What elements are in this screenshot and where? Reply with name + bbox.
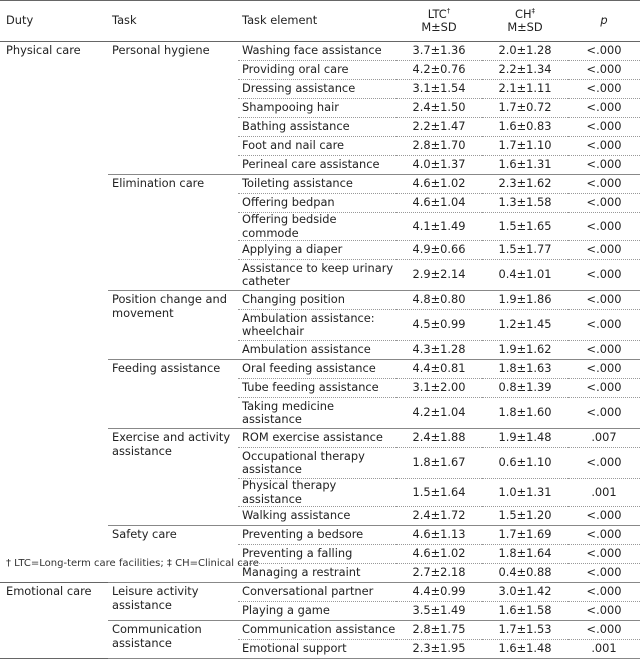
ltc-cell: 2.2±1.47 bbox=[396, 118, 482, 137]
element-cell: Conversational partner bbox=[238, 583, 396, 602]
p-cell: .007 bbox=[568, 429, 640, 448]
p-cell: <.000 bbox=[568, 583, 640, 602]
header-task-element: Task element bbox=[238, 1, 396, 42]
p-cell: <.000 bbox=[568, 175, 640, 194]
task-cell: Personal hygiene bbox=[108, 42, 238, 175]
header-ch: CH‡ M±SD bbox=[482, 1, 568, 42]
ltc-cell: 4.6±1.02 bbox=[396, 175, 482, 194]
ltc-cell: 1.5±1.64 bbox=[396, 479, 482, 507]
p-cell: <.000 bbox=[568, 61, 640, 80]
ltc-cell: 2.8±1.75 bbox=[396, 621, 482, 640]
task-cell: Position change and movement bbox=[108, 291, 238, 360]
ltc-cell: 4.8±0.80 bbox=[396, 291, 482, 310]
ch-cell: 1.7±0.72 bbox=[482, 99, 568, 118]
p-cell: <.000 bbox=[568, 42, 640, 61]
ch-cell: 3.0±1.42 bbox=[482, 583, 568, 602]
element-cell: Ambulation assistance: wheelchair bbox=[238, 310, 396, 341]
ltc-cell: 4.4±0.99 bbox=[396, 583, 482, 602]
duty-cell: Emotional care bbox=[0, 583, 108, 659]
element-cell: Taking medicine assistance bbox=[238, 398, 396, 429]
header-p: p bbox=[568, 1, 640, 42]
p-cell: <.000 bbox=[568, 360, 640, 379]
table-row bbox=[0, 583, 640, 602]
ch-cell: 1.5±1.20 bbox=[482, 507, 568, 526]
p-cell: <.000 bbox=[568, 341, 640, 360]
p-cell: <.000 bbox=[568, 398, 640, 429]
ltc-cell: 2.8±1.70 bbox=[396, 137, 482, 156]
element-cell: Changing position bbox=[238, 291, 396, 310]
ltc-cell: 4.1±1.49 bbox=[396, 213, 482, 241]
ltc-cell: 2.3±1.95 bbox=[396, 640, 482, 659]
p-cell: <.000 bbox=[568, 156, 640, 175]
ltc-cell: 3.5±1.49 bbox=[396, 602, 482, 621]
ch-cell: 1.0±1.31 bbox=[482, 479, 568, 507]
ch-cell: 0.6±1.10 bbox=[482, 448, 568, 479]
p-cell: <.000 bbox=[568, 291, 640, 310]
ch-cell: 1.7±1.69 bbox=[482, 526, 568, 545]
header-task: Task bbox=[108, 1, 238, 42]
ltc-cell: 2.9±2.14 bbox=[396, 260, 482, 291]
ltc-cell: 4.3±1.28 bbox=[396, 341, 482, 360]
table-row bbox=[0, 42, 640, 61]
task-cell: Feeding assistance bbox=[108, 360, 238, 429]
ltc-cell: 2.4±1.72 bbox=[396, 507, 482, 526]
task-cell: Communication assistance bbox=[108, 621, 238, 659]
p-cell: <.000 bbox=[568, 241, 640, 260]
ltc-cell: 4.2±0.76 bbox=[396, 61, 482, 80]
element-cell: ROM exercise assistance bbox=[238, 429, 396, 448]
header-duty: Duty bbox=[0, 1, 108, 42]
p-cell: <.000 bbox=[568, 260, 640, 291]
task-cell: Elimination care bbox=[108, 175, 238, 291]
p-cell: <.000 bbox=[568, 99, 640, 118]
ltc-cell: 3.1±2.00 bbox=[396, 379, 482, 398]
p-cell: <.000 bbox=[568, 564, 640, 583]
ch-cell: 0.4±0.88 bbox=[482, 564, 568, 583]
p-cell: <.000 bbox=[568, 621, 640, 640]
ltc-cell: 4.0±1.37 bbox=[396, 156, 482, 175]
p-cell: <.000 bbox=[568, 80, 640, 99]
p-cell: <.000 bbox=[568, 448, 640, 479]
element-cell: Assistance to keep urinary catheter bbox=[238, 260, 396, 291]
ch-cell: 1.5±1.65 bbox=[482, 213, 568, 241]
task-cell: Safety care bbox=[108, 526, 238, 583]
p-cell: <.000 bbox=[568, 118, 640, 137]
ch-cell: 2.3±1.62 bbox=[482, 175, 568, 194]
p-cell: .001 bbox=[568, 479, 640, 507]
ch-cell: 1.5±1.77 bbox=[482, 241, 568, 260]
ch-cell: 1.6±1.48 bbox=[482, 640, 568, 659]
element-cell: Foot and nail care bbox=[238, 137, 396, 156]
p-cell: <.000 bbox=[568, 545, 640, 564]
element-cell: Preventing a falling bbox=[238, 545, 396, 564]
ch-cell: 1.6±1.58 bbox=[482, 602, 568, 621]
ltc-cell: 4.6±1.02 bbox=[396, 545, 482, 564]
ltc-cell: 4.6±1.13 bbox=[396, 526, 482, 545]
ch-cell: 1.9±1.86 bbox=[482, 291, 568, 310]
task-cell: Exercise and activity assistance bbox=[108, 429, 238, 526]
p-cell: <.000 bbox=[568, 310, 640, 341]
p-cell: <.000 bbox=[568, 507, 640, 526]
ltc-cell: 1.8±1.67 bbox=[396, 448, 482, 479]
element-cell: Tube feeding assistance bbox=[238, 379, 396, 398]
table-footnote: † LTC=Long-term care facilities; ‡ CH=Clinical care bbox=[6, 558, 259, 569]
p-cell: <.000 bbox=[568, 194, 640, 213]
ltc-cell: 4.4±0.81 bbox=[396, 360, 482, 379]
element-cell: Bathing assistance bbox=[238, 118, 396, 137]
element-cell: Toileting assistance bbox=[238, 175, 396, 194]
element-cell: Physical therapy assistance bbox=[238, 479, 396, 507]
p-cell: <.000 bbox=[568, 137, 640, 156]
element-cell: Shampooing hair bbox=[238, 99, 396, 118]
element-cell: Oral feeding assistance bbox=[238, 360, 396, 379]
ch-cell: 1.8±1.63 bbox=[482, 360, 568, 379]
element-cell: Perineal care assistance bbox=[238, 156, 396, 175]
ch-cell: 2.2±1.34 bbox=[482, 61, 568, 80]
ch-cell: 2.0±1.28 bbox=[482, 42, 568, 61]
ch-cell: 1.6±1.31 bbox=[482, 156, 568, 175]
element-cell: Offering bedpan bbox=[238, 194, 396, 213]
element-cell: Washing face assistance bbox=[238, 42, 396, 61]
ch-cell: 1.9±1.62 bbox=[482, 341, 568, 360]
task-cell: Leisure activity assistance bbox=[108, 583, 238, 621]
p-cell: .001 bbox=[568, 640, 640, 659]
p-cell: <.000 bbox=[568, 379, 640, 398]
ch-cell: 1.8±1.64 bbox=[482, 545, 568, 564]
ch-cell: 1.7±1.53 bbox=[482, 621, 568, 640]
ch-cell: 1.6±0.83 bbox=[482, 118, 568, 137]
ch-cell: 1.9±1.48 bbox=[482, 429, 568, 448]
element-cell: Occupational therapy assistance bbox=[238, 448, 396, 479]
element-cell: Emotional support bbox=[238, 640, 396, 659]
p-cell: <.000 bbox=[568, 526, 640, 545]
ltc-cell: 4.6±1.04 bbox=[396, 194, 482, 213]
element-cell: Dressing assistance bbox=[238, 80, 396, 99]
p-cell: <.000 bbox=[568, 602, 640, 621]
ch-cell: 1.2±1.45 bbox=[482, 310, 568, 341]
element-cell: Walking assistance bbox=[238, 507, 396, 526]
ch-cell: 1.7±1.10 bbox=[482, 137, 568, 156]
element-cell: Applying a diaper bbox=[238, 241, 396, 260]
ltc-cell: 4.9±0.66 bbox=[396, 241, 482, 260]
ltc-cell: 2.4±1.88 bbox=[396, 429, 482, 448]
ch-cell: 2.1±1.11 bbox=[482, 80, 568, 99]
element-cell: Offering bedside commode bbox=[238, 213, 396, 241]
element-cell: Managing a restraint bbox=[238, 564, 396, 583]
duty-cell: Physical care bbox=[0, 42, 108, 583]
ltc-cell: 4.5±0.99 bbox=[396, 310, 482, 341]
element-cell: Ambulation assistance bbox=[238, 341, 396, 360]
ch-cell: 1.8±1.60 bbox=[482, 398, 568, 429]
header-row bbox=[0, 1, 640, 42]
ch-cell: 0.8±1.39 bbox=[482, 379, 568, 398]
element-cell: Communication assistance bbox=[238, 621, 396, 640]
element-cell: Playing a game bbox=[238, 602, 396, 621]
element-cell: Providing oral care bbox=[238, 61, 396, 80]
element-cell: Preventing a bedsore bbox=[238, 526, 396, 545]
ch-cell: 1.3±1.58 bbox=[482, 194, 568, 213]
ltc-cell: 3.7±1.36 bbox=[396, 42, 482, 61]
p-cell: <.000 bbox=[568, 213, 640, 241]
ch-cell: 0.4±1.01 bbox=[482, 260, 568, 291]
ltc-cell: 2.4±1.50 bbox=[396, 99, 482, 118]
ltc-cell: 4.2±1.04 bbox=[396, 398, 482, 429]
ltc-cell: 3.1±1.54 bbox=[396, 80, 482, 99]
ltc-cell: 2.7±2.18 bbox=[396, 564, 482, 583]
header-ltc: LTC† M±SD bbox=[396, 1, 482, 42]
